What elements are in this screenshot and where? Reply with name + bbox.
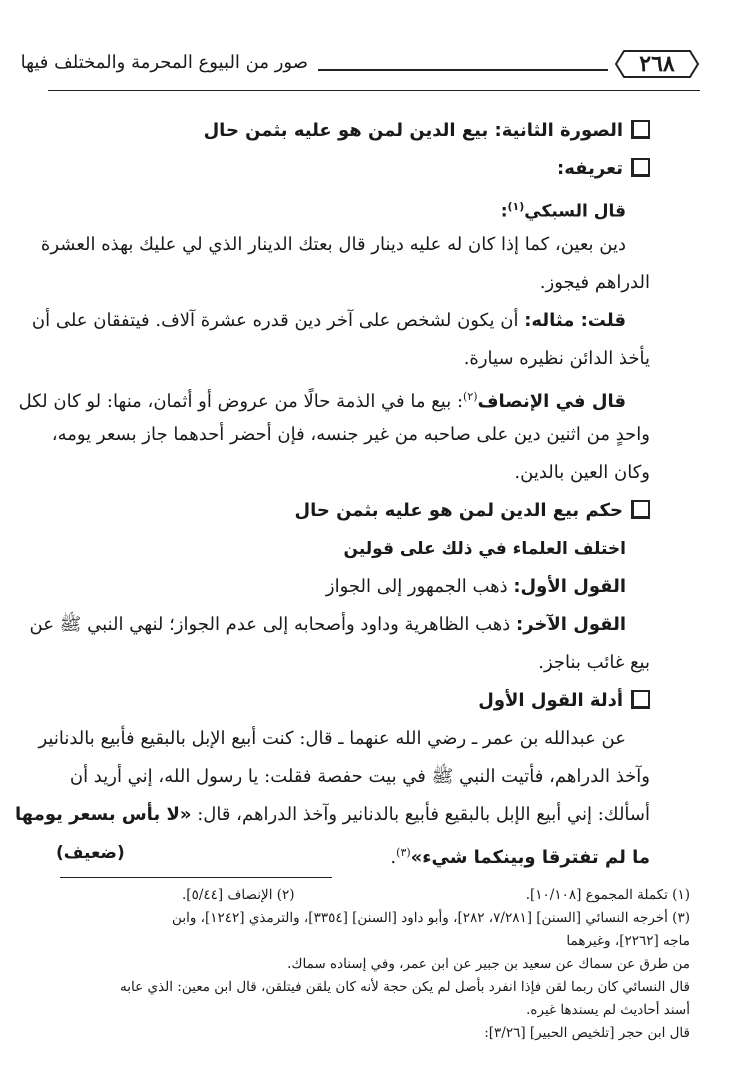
- paragraph-line: يأخذ الدائن نظيره سيارة.: [463, 348, 650, 369]
- footnote-separator: [60, 877, 332, 878]
- hadith-line: عن عبدالله بن عمر ـ رضي الله عنهما ـ قال: كنت أبيع الإبل بالبقيع فأبيع بالدنانير: [38, 728, 626, 749]
- grading-label: (ضعيف): [56, 843, 125, 863]
- example-label: قلت: مثاله:: [524, 310, 626, 331]
- insaf-label: قال في الإنصاف: [477, 391, 626, 412]
- footnote-3-line: من طرق عن سماك عن سعيد بن جبير عن ابن عمر، وفي إسناده سماك.: [287, 956, 690, 972]
- section-heading-1: الصورة الثانية: بيع الدين لمن هو عليه بثمن حال: [52, 112, 650, 150]
- hadith-quote: ما لم تفترقا وبينكما شيء»: [410, 847, 650, 868]
- section-heading-evidence: أدلة القول الأول: [52, 682, 650, 720]
- checkbox-square-icon: [631, 120, 650, 139]
- footnote-3-line: قال النسائي كان ربما لقن فإذا انفرد بأصل لم يكن حجة لأنه كان يلقن فيتلقن، قال ابن معين: الذي عابه: [120, 979, 690, 995]
- footnote-3-line: (٣) أخرجه النسائي [السنن] [٧/٢٨١، ٢٨٢]، وأبو داود [السنن] [٣٣٥٤]، والترمذي [١٢٤٢]، وابن: [172, 910, 690, 926]
- main-content: [15, 112, 650, 872]
- footnotes: [48, 884, 690, 1045]
- footnote-1-2: [48, 884, 690, 907]
- subki-quote-label: قال السبكي$^{(١)}$:: [500, 200, 626, 222]
- header-underline: [48, 90, 700, 91]
- footnote-ref-2: (٢): [463, 390, 478, 403]
- hadith-line: وآخذ الدراهم، فأتيت النبي ﷺ في بيت حفصة فقلت: يا رسول الله، إني أريد أن: [69, 766, 650, 787]
- paragraph-line: قال في الإنصاف$^{(٢)}$: بيع ما في الذمة حالًا من عروض أو أثمان، منها: لو كان لكل: [18, 390, 626, 412]
- running-title: صور من البيوع المحرمة والمختلف فيها: [20, 52, 308, 73]
- page-header: [20, 48, 700, 88]
- checkbox-square-icon: [631, 500, 650, 519]
- section-heading-ruling: حكم بيع الدين لمن هو عليه بثمن حال: [52, 492, 650, 530]
- paragraph-line: وكان العين بالدين.: [514, 462, 650, 483]
- footnote-3-line: قال ابن حجر [تلخيص الحبير] [٣/٢٦]:: [484, 1025, 690, 1041]
- footnote-3-line: أسند أحاديث لم يسندها غيره.: [526, 1002, 690, 1018]
- opinion-second: القول الآخر: ذهب الظاهرية وداود وأصحابه إلى عدم الجواز؛ لنهي النبي ﷺ عن: [29, 614, 626, 635]
- section-heading-definition: تعريفه:: [52, 150, 650, 188]
- paragraph-line: قلت: مثاله: أن يكون لشخص على آخر دين قدره عشرة آلاف. فيتفقان على أن: [31, 310, 626, 331]
- paragraph-line: بيع غائب بناجز.: [538, 652, 650, 673]
- hadith-quote: «لا بأس بسعر يومها: [15, 804, 192, 825]
- footnote-ref-3: (٣): [396, 846, 411, 859]
- footnote-ref-1: (١): [507, 200, 525, 213]
- footnote-1: (١) تكملة المجموع [١٠/١٠٨].: [525, 887, 690, 903]
- opinion-first: القول الأول: ذهب الجمهور إلى الجواز: [325, 576, 626, 597]
- page-number: ٢٦٨: [639, 51, 675, 77]
- checkbox-square-icon: [631, 690, 650, 709]
- footnote-3-line: ماجه [٢٢٦٢]، وغيرهما: [566, 933, 690, 949]
- paragraph-line: الدراهم فيجوز.: [539, 272, 650, 293]
- hadith-line: أسألك: إني أبيع الإبل بالبقيع فأبيع بالدنانير وآخذ الدراهم، قال: «لا بأس بسعر يومها: [15, 804, 650, 825]
- paragraph-line: واحدٍ من اثنين دين على صاحبه من غير جنسه، فإن أحضر أحدهما جاز بسعر يومه،: [51, 424, 650, 445]
- header-rule: [318, 69, 608, 71]
- subheading-two-opinions: اختلف العلماء في ذلك على قولين: [343, 539, 626, 559]
- paragraph-line: دين بعين، كما إذا كان له عليه دينار قال بعتك الدينار الذي لي عليك بهذه العشرة: [40, 234, 626, 255]
- hadith-line: ما لم تفترقا وبينكما شيء»$^{(٣)}$. (ضعيف): [52, 834, 650, 872]
- page-number-badge: [614, 48, 700, 80]
- checkbox-square-icon: [631, 158, 650, 177]
- footnote-2: (٢) الإنصاف [٥/٤٤].: [182, 887, 295, 903]
